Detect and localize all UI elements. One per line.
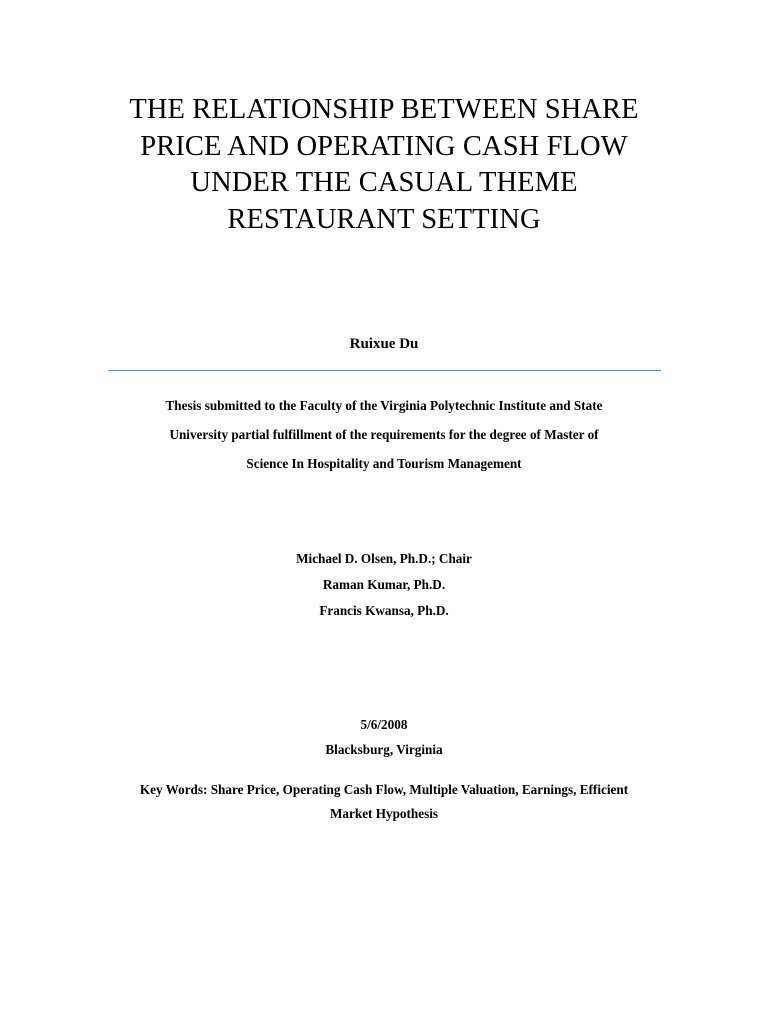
author-name: Ruixue Du <box>349 336 419 352</box>
thesis-title <box>60 92 708 238</box>
title-line: UNDER THE CASUAL THEME <box>190 167 578 198</box>
statement-line: University partial fulfillment of the requirements for the degree of Master of <box>169 427 599 442</box>
keywords-line: Key Words: Share Price, Operating Cash Flow, Multiple Valuation, Earnings, Efficient <box>139 782 629 797</box>
title-line: PRICE AND OPERATING CASH FLOW <box>140 130 628 162</box>
title-divider <box>108 370 661 371</box>
committee-list <box>0 546 768 624</box>
title-line: RESTAURANT SETTING <box>227 203 541 235</box>
submission-date: 5/6/2008 <box>360 717 408 732</box>
submission-location: Blacksburg, Virginia <box>325 742 443 757</box>
submission-statement <box>60 391 708 478</box>
title-line: THE RELATIONSHIP BETWEEN SHARE <box>129 94 639 125</box>
statement-line: Thesis submitted to the Faculty of the Virginia Polytechnic Institute and State <box>165 398 603 413</box>
keywords <box>60 778 708 826</box>
keywords-line: Market Hypothesis <box>329 806 439 821</box>
committee-member: Francis Kwansa, Ph.D. <box>319 603 449 618</box>
statement-line: Science In Hospitality and Tourism Management <box>246 456 522 471</box>
committee-member: Raman Kumar, Ph.D. <box>322 577 446 592</box>
committee-member-chair: Michael D. Olsen, Ph.D.; Chair <box>296 551 472 566</box>
